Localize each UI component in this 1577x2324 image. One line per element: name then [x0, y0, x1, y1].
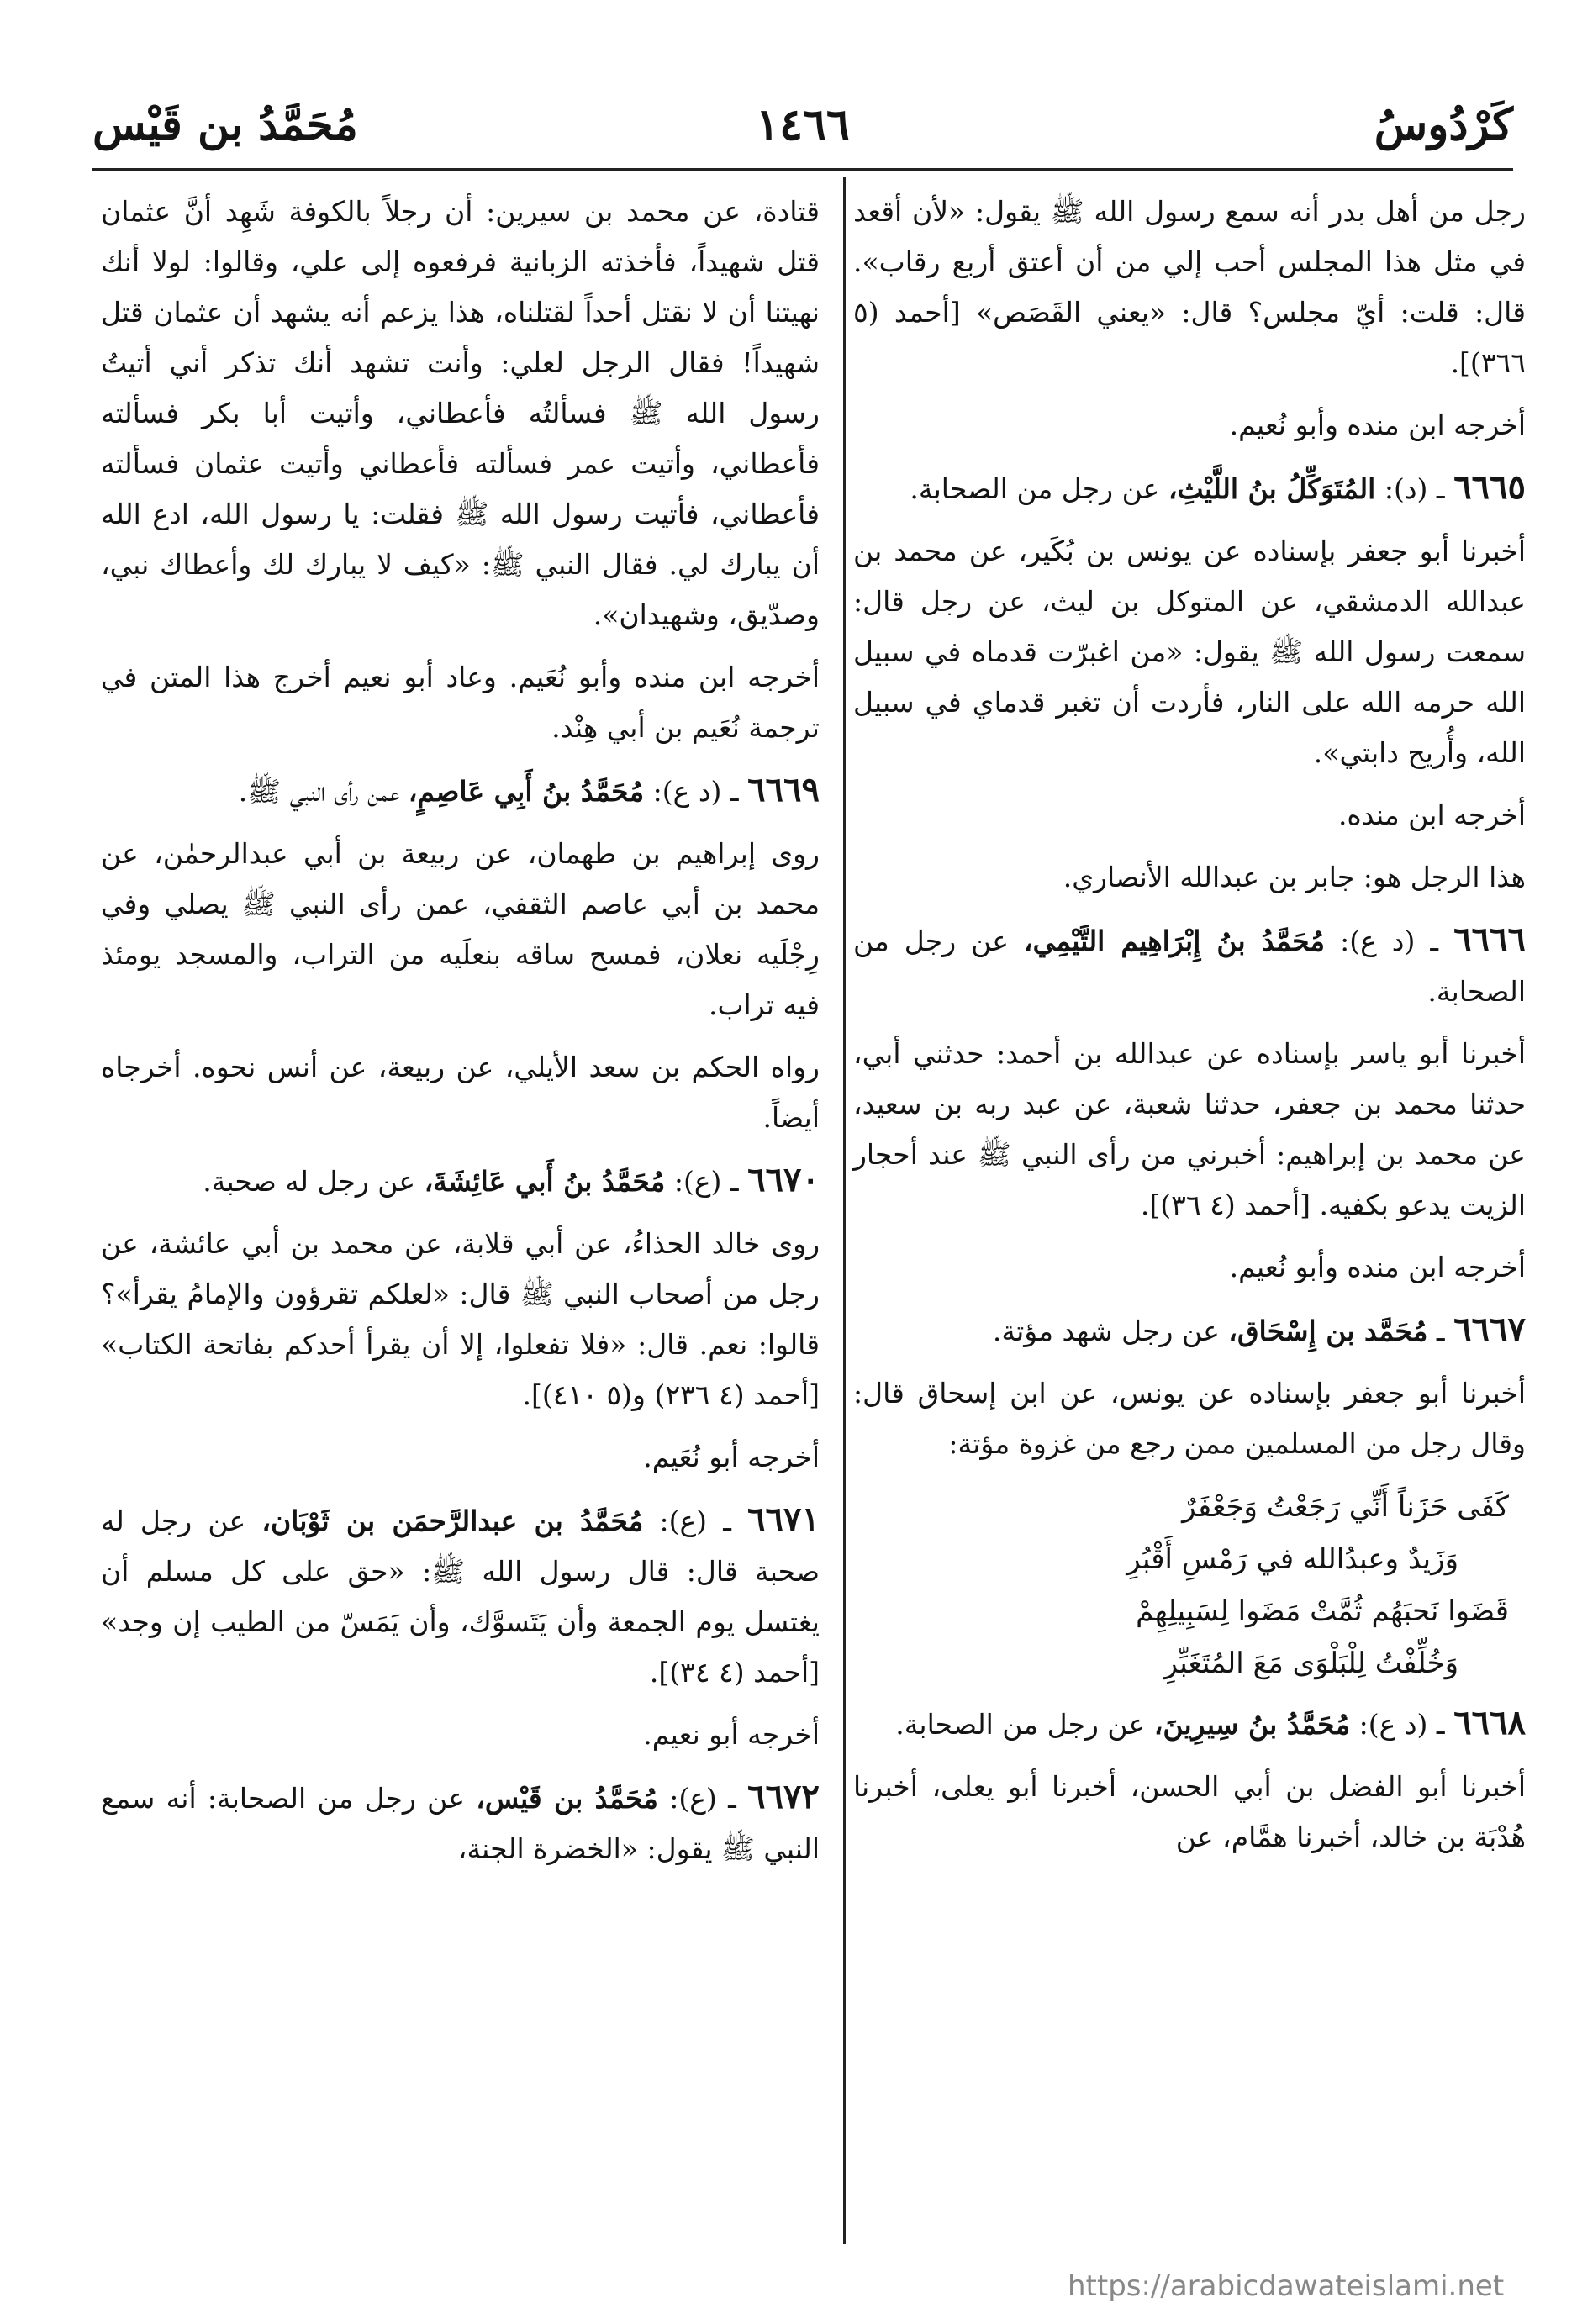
entry-source-code: ـ (د ع): [1358, 1708, 1445, 1741]
entry-name: مُحَمَّدُ بنُ سِيرِينَ، [1153, 1708, 1351, 1741]
entry-source-code: ـ (ع): [669, 1782, 736, 1815]
entry-number: ٦٦٧٠ [747, 1160, 820, 1199]
biography-entry [853, 1698, 1526, 1750]
entry-name: مُحَمَّدُ بن عبدالرَّحمَن بن ثَوْبَان، [261, 1505, 644, 1537]
paragraph: رواه الحكم بن سعد الأيلي، عن ربيعة، عن أنس نحوه. أخرجاه أيضاً. [101, 1051, 820, 1134]
entry-number: ٦٦٧١ [747, 1499, 820, 1539]
entry-text: عن رجل له صحبة. [203, 1165, 416, 1198]
entry-text: عن رجل من الصحابة: أنه سمع النبي ﷺ يقول: «الخضرة الجنة، [101, 1782, 820, 1865]
page-header [92, 99, 1513, 150]
entry-number: ٦٦٦٨ [1453, 1703, 1526, 1742]
entry-text: عن رجل من الصحابة. [895, 1708, 1146, 1741]
entry-text: عمن رأى النبي ﷺ. [238, 775, 400, 808]
biography-entry [101, 765, 820, 817]
biography-entry [853, 914, 1526, 1017]
running-title-left: مُحَمَّدُ بن قَيْس [92, 99, 358, 150]
page-number: ١٤٦٦ [756, 99, 850, 150]
paragraph: أخرجه ابن منده وأبو نُعيم. [1229, 1251, 1526, 1283]
paragraph: روى إبراهيم بن طهمان، عن ربيعة بن أبي عبدالرحمٰن، عن محمد بن أبي عاصم الثقفي، عمن رأى النبي ﷺ يصلي وفي رِجْلَيه نعلان، فمسح ساقه بنعلَيه من التراب، والمسجد يومئذ فيه تراب. [101, 837, 820, 1021]
poem-verse: قَضَوا نَحبَهُم ثُمَّتْ مَضَوا لِسَبِيلِهِمْ [1136, 1594, 1509, 1628]
paragraph: أخرجه ابن منده وأبو نُعَيم. وعاد أبو نعيم أخرج هذا المتن في ترجمة نُعَيم بن أبي هِنْد. [101, 661, 820, 744]
poem-verse: وَزَيدٌ وعبدُالله في رَمْسِ أَقْبُرِ [1126, 1542, 1458, 1576]
poem-verse: كَفَى حَزَناً أَنِّي رَجَعْتُ وَجَعْفَرٌ [1182, 1490, 1509, 1524]
entry-text: عن رجل له صحبة قال: قال رسول الله ﷺ: «حق على كل مسلم أن يغتسل يوم الجمعة وأن يَتَسوَّك، وأن يَمَسّ من الطيب إن وجد» [أحمد (٤ ٣٤)]. [101, 1505, 820, 1689]
entry-source-code: ـ (ع): [659, 1505, 731, 1537]
header-divider [92, 168, 1513, 171]
entry-name: المُتَوَكِّلُ بنُ اللَّيْثِ، [1168, 472, 1376, 505]
biography-entry [101, 1494, 820, 1698]
paragraph: روى خالد الحذاءُ، عن أبي قلابة، عن محمد بن أبي عائشة، عن رجل من أصحاب النبي ﷺ قال: «لعلكم تقرؤون والإمامُ يقرأ»؟ قالوا: نعم. قال: «فلا تفعلوا، إلا أن يقرأ أحدكم بفاتحة الكتاب» [أحمد (٤ ٢٣٦) و(٥ ٤١٠)]. [101, 1227, 820, 1411]
entry-number: ٦٦٦٧ [1453, 1310, 1526, 1349]
entry-source-code: ـ (د ع): [1340, 925, 1439, 957]
entry-number: ٦٦٦٩ [747, 770, 820, 809]
paragraph: هذا الرجل هو: جابر بن عبدالله الأنصاري. [1063, 861, 1526, 893]
entry-name: مُحَمَّدُ بنُ أَبِي عَاصِمٍ، [408, 775, 645, 808]
paragraph: أخبرنا أبو ياسر بإسناده عن عبدالله بن أحمد: حدثني أبي، حدثنا محمد بن جعفر، حدثنا شعبة، عن عبد ربه بن سعيد، عن محمد بن إبراهيم: أخبرني من رأى النبي ﷺ عند أحجار الزيت يدعو بكفيه. [أحمد (٤ ٣٦)]. [853, 1037, 1526, 1221]
poem [853, 1481, 1509, 1689]
entry-source-code: ـ (د ع): [652, 775, 739, 808]
entry-text: عن رجل من الصحابة. [910, 472, 1160, 505]
biography-entry [853, 1304, 1526, 1357]
paragraph: أخرجه أبو نُعَيم. [643, 1441, 820, 1473]
paragraph: أخبرنا أبو الفضل بن أبي الحسن، أخبرنا أبو يعلى، أخبرنا هُدْبَة بن خالد، أخبرنا همَّام، عن [853, 1770, 1526, 1853]
paragraph: أخرجه ابن منده. [1337, 798, 1526, 831]
biography-entry [853, 462, 1526, 514]
paragraph: أخبرنا أبو جعفر بإسناده عن يونس بن بُكَير، عن محمد بن عبدالله الدمشقي، عن المتوكل بن ليث، عن رجل قال: سمعت رسول الله ﷺ يقول: «من اغبرّت قدماه في سبيل الله حرمه الله على النار، فأردت أن تغبر قدماي في سبيل الله، وأُريح دابتي». [853, 535, 1526, 769]
paragraph: أخرجه ابن منده وأبو نُعيم. [1229, 408, 1526, 441]
entry-source-code: ـ (د): [1384, 472, 1445, 505]
paragraph: رجل من أهل بدر أنه سمع رسول الله ﷺ يقول: «لأن أقعد في مثل هذا المجلس أحب إلي من أن أعتق أربع رقاب». قال: قلت: أيّ مجلس؟ قال: «يعني القَصَص» [أحمد (٥ ٣٦٦)]. [853, 195, 1526, 379]
biography-entry [101, 1772, 820, 1874]
left-column [101, 187, 820, 2237]
entry-name: مُحَمَّدُ بن قَيْس، [476, 1782, 658, 1815]
entry-text: عن رجل شهد مؤتة. [992, 1315, 1220, 1347]
biography-entry [101, 1155, 820, 1207]
entry-source-code: ـ [1436, 1315, 1445, 1347]
entry-number: ٦٦٧٢ [747, 1777, 820, 1816]
entry-name: مُحَمَّدُ بنُ أَبي عَائِشَةَ، [424, 1165, 666, 1198]
entry-number: ٦٦٦٦ [1453, 920, 1526, 959]
poem-verse: وَخُلِّفْتُ لِلْبَلْوَى مَعَ المُتَغَبِّرِ [1163, 1647, 1458, 1680]
watermark-url: https://arabicdawateislami.net [1068, 2269, 1505, 2303]
paragraph: أخرجه أبو نعيم. [643, 1718, 820, 1751]
paragraph: قتادة، عن محمد بن سيرين: أن رجلاً بالكوفة شَهِد أنَّ عثمان قتل شهيداً، فأخذته الزبانية فرفعوه إلى علي، وقالوا: لولا أنك نهيتنا أن لا نقتل أحداً لقتلناه، هذا يزعم أنه يشهد أن عثمان قتل شهيداً! فقال الرجل لعلي: وأنت تشهد أنك تذكر أني أتيتُ رسول الله ﷺ فسألتُه فأعطاني، وأتيت أبا بكر فسألته فأعطاني، وأتيت عمر فسألته فأعطاني وأتيت عثمان فسألته فأعطاني، فأتيت رسول الله ﷺ فقلت: يا رسول الله، ادع الله أن يبارك لي. فقال النبي ﷺ: «كيف لا يبارك لك وأعطاك نبي، وصدّيق، وشهيدان». [101, 195, 820, 631]
entry-name: مُحَمَّدُ بنُ إِبْرَاهِيم التَّيْمِي، [1023, 925, 1326, 957]
entry-text: عن رجل من الصحابة. [853, 925, 1526, 1008]
paragraph: أخبرنا أبو جعفر بإسناده عن يونس، عن ابن إسحاق قال: وقال رجل من المسلمين ممن رجع من غزوة مؤتة: [853, 1377, 1526, 1460]
entry-number: ٦٦٦٥ [1453, 467, 1526, 507]
right-column [845, 187, 1526, 2237]
entry-name: مُحَمَّد بن إِسْحَاق، [1228, 1315, 1428, 1347]
running-title-right: كَرْدُوسُ [1374, 99, 1513, 150]
entry-source-code: ـ (ع): [673, 1165, 739, 1198]
